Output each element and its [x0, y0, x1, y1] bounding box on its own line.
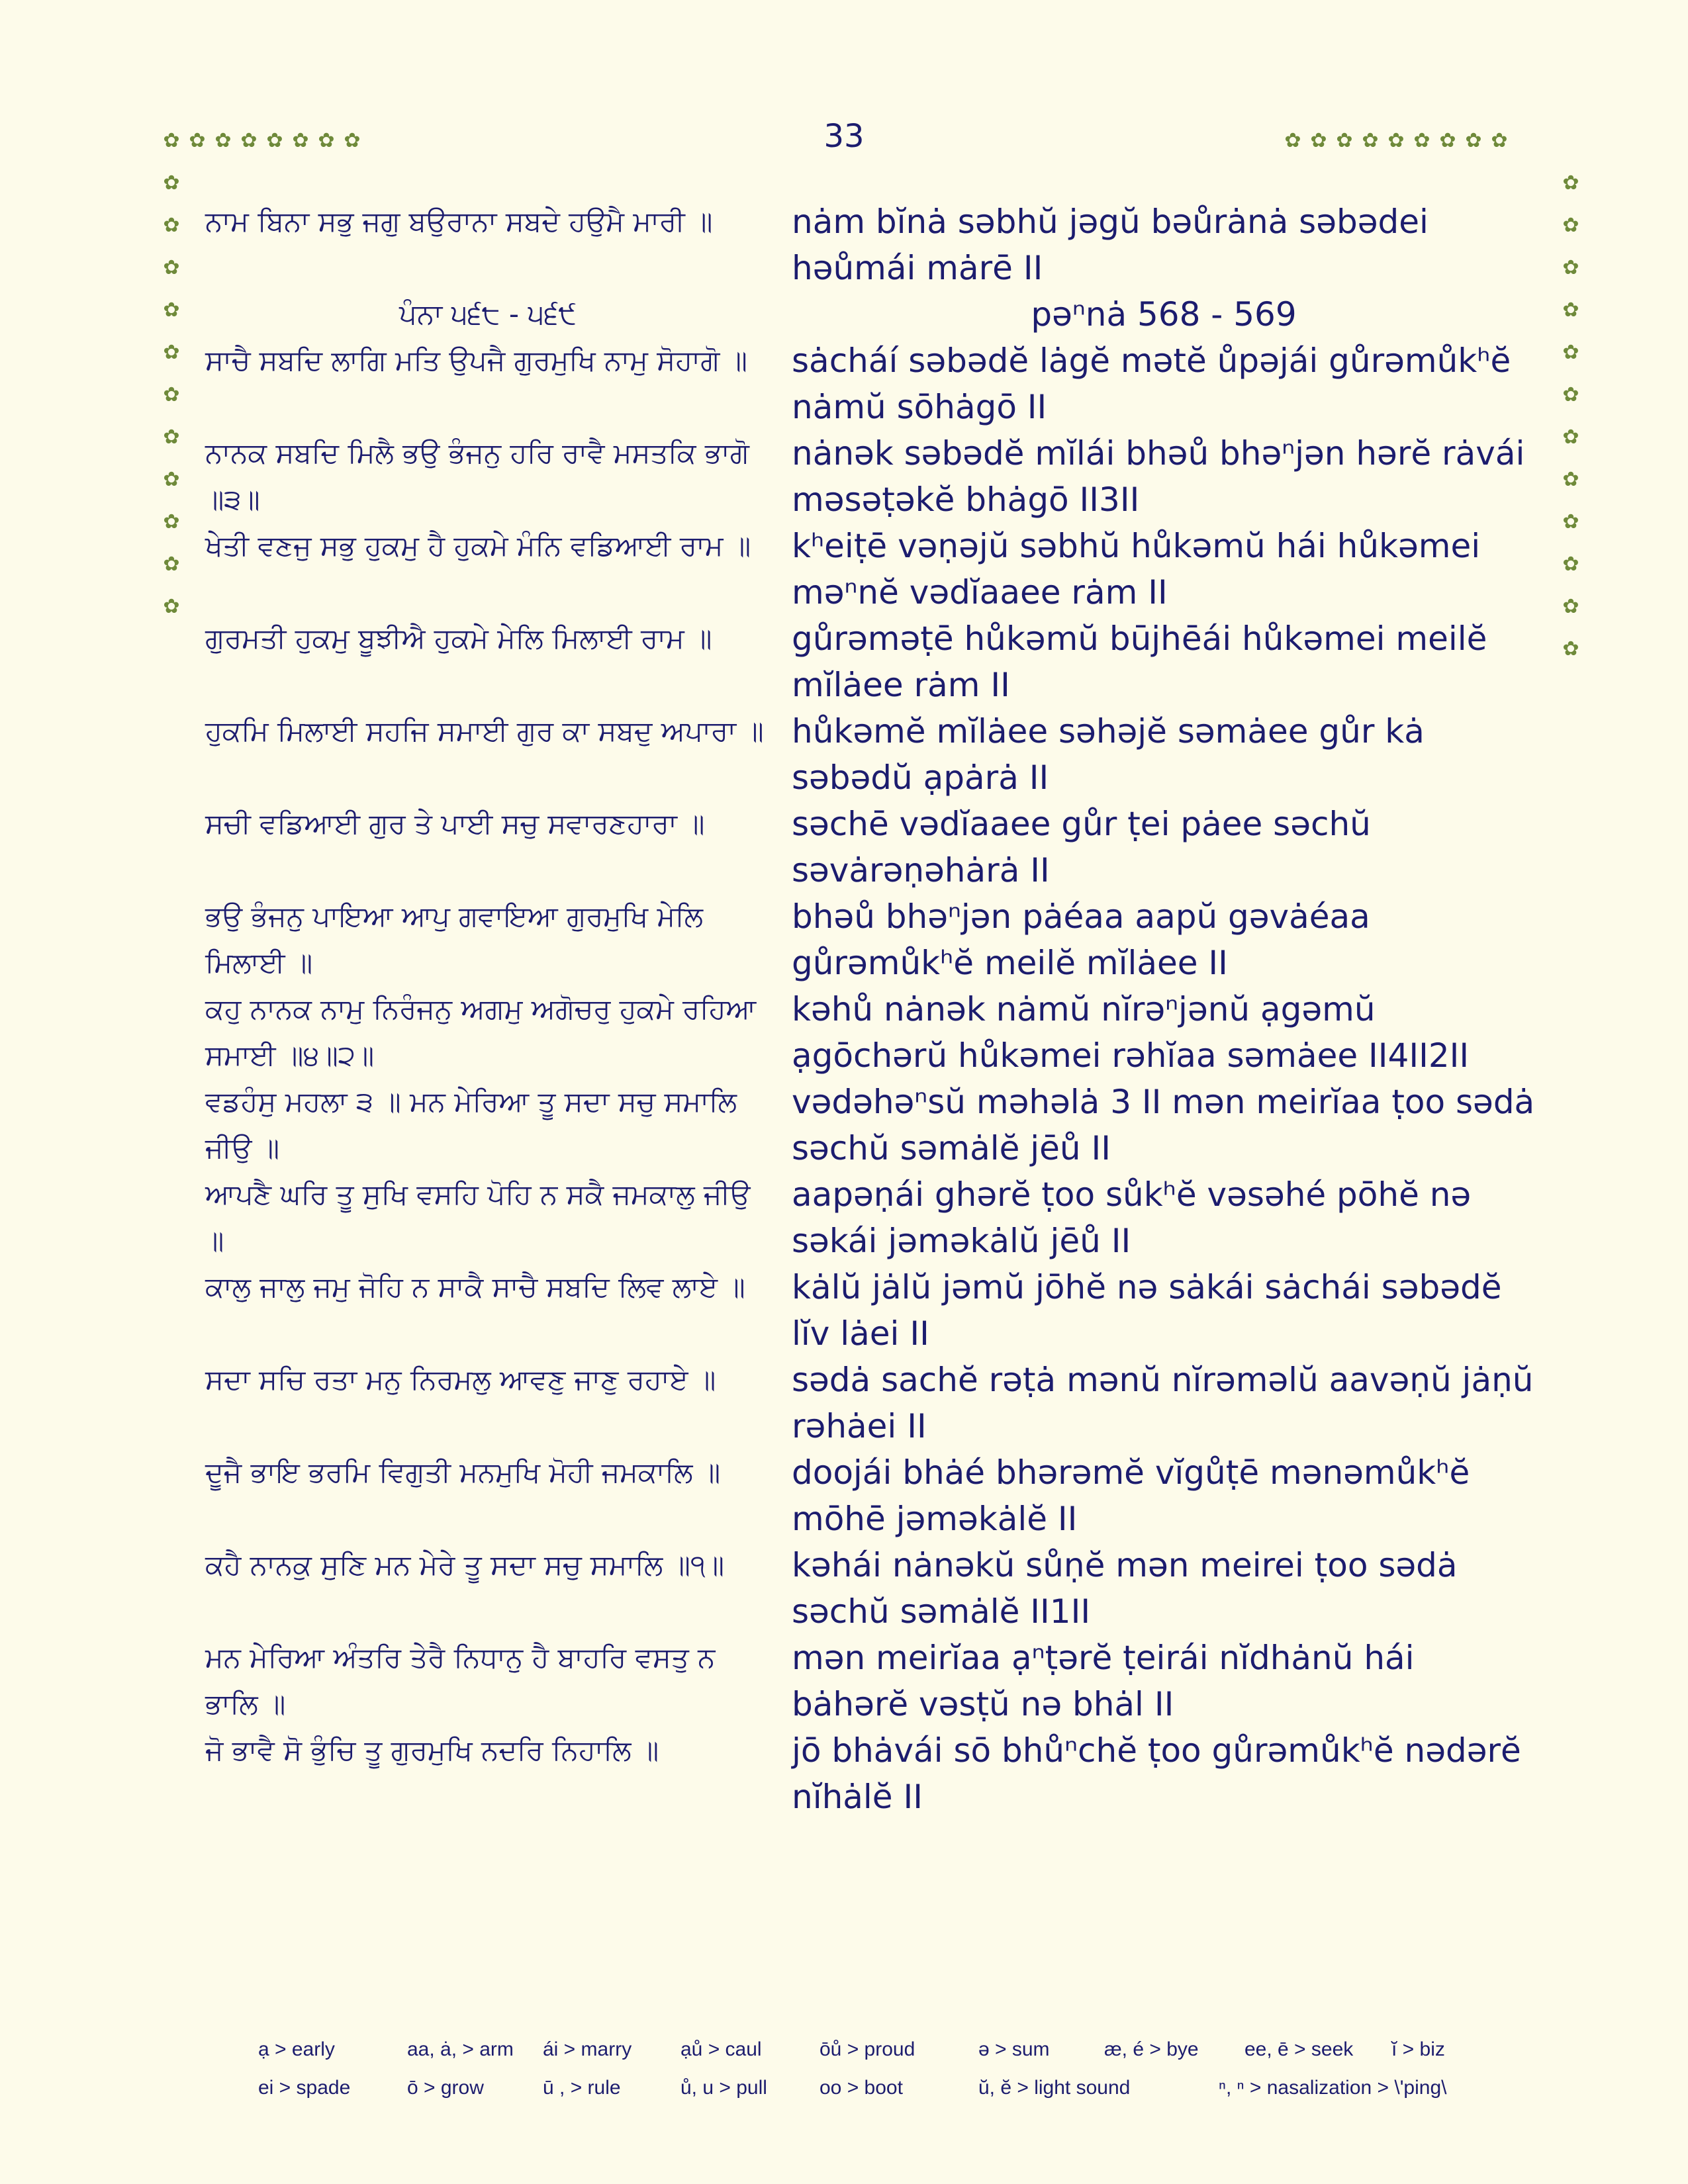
transliteration-text: kʰeiṭē vəṇəjŭ səbhŭ hůkəmŭ hái hůkəmei məⁿnĕ vədĭaaee rȧm II — [792, 527, 1481, 612]
page-range-heading — [205, 291, 1536, 338]
gurmukhi-text: ਕਹੁ ਨਾਨਕ ਨਾਮੁ ਨਿਰੰਜਨੁ ਅਗਮੁ ਅਗੋਚਰੁ ਹੁਕਮੇ ਰਹਿਆ ਸਮਾਈ ॥੪॥੨॥ — [205, 993, 757, 1071]
flower-ornament-icon: ✿ — [163, 129, 180, 152]
transliteration-text: aapəṇái ghərĕ ṭoo sůkʰĕ vəsəhé pōhĕ nə səkái jəməkȧlŭ jēů II — [792, 1175, 1472, 1260]
gurmukhi-text: ਸਦਾ ਸਚਿ ਰਤਾ ਮਨੁ ਨਿਰਮਲੁ ਆਵਣੁ ਜਾਣੁ ਰਹਾਏ ॥ — [205, 1363, 716, 1396]
legend-item: ạů > caul — [680, 2038, 762, 2060]
transliteration-text: sȧcháí səbədĕ lȧgĕ mətĕ ůpəjái gůrəmůkʰĕ nȧmŭ sōhȧgō II — [792, 341, 1511, 426]
flower-ornament-icon: ✿ — [1562, 171, 1579, 195]
gurmukhi-text: ਦੂਜੈ ਭਾਇ ਭਰਮਿ ਵਿਗੁਤੀ ਮਨਮੁਖਿ ਮੋਹੀ ਜਮਕਾਲਿ ॥ — [205, 1456, 721, 1488]
flower-ornament-icon: ✿ — [1562, 553, 1579, 576]
verse-row — [205, 1264, 1536, 1357]
legend-item: oo > boot — [820, 2077, 903, 2099]
verse-row — [205, 199, 1536, 291]
legend-item: ə > sum — [978, 2038, 1050, 2060]
verse-row — [205, 1635, 1536, 1727]
transliteration-text: pəⁿnȧ 568 - 569 — [1031, 295, 1297, 334]
flower-ornament-icon: ✿ — [318, 129, 335, 152]
verse-row — [205, 1449, 1536, 1542]
legend-item: ŭ, ĕ > light sound — [978, 2077, 1131, 2099]
gurmukhi-text: ਸਾਚੈ ਸਬਦਿ ਲਾਗਿ ਮਤਿ ਉਪਜੈ ਗੁਰਮੁਖਿ ਨਾਮੁ ਸੋਹਾਗੋ ॥ — [205, 344, 747, 377]
verse-row — [205, 986, 1536, 1079]
flower-ornament-icon: ✿ — [1562, 637, 1579, 660]
transliteration-text: doojái bhȧé bhərəmĕ vĭgůṭē mənəmůkʰĕ mōhē jəməkȧlĕ II — [792, 1453, 1470, 1538]
flower-ornament-icon: ✿ — [163, 298, 180, 322]
flower-ornament-icon: ✿ — [1562, 341, 1579, 364]
gurmukhi-text: ਪੰਨਾ ੫੬੮ - ੫੬੯ — [399, 298, 577, 330]
gurmukhi-text: ਸਚੀ ਵਡਿਆਈ ਗੁਰ ਤੇ ਪਾਈ ਸਚੁ ਸਵਾਰਣਹਾਰਾ ॥ — [205, 807, 705, 840]
transliteration-text: kȧlŭ jȧlŭ jəmŭ jōhĕ nə sȧkái sȧchái səbədĕ lĭv lȧei II — [792, 1268, 1502, 1353]
ornament-column-right — [1561, 173, 1581, 659]
flower-ornament-icon: ✿ — [292, 129, 309, 152]
legend-item: ĭ > biz — [1391, 2038, 1445, 2060]
flower-ornament-icon: ✿ — [1439, 129, 1456, 152]
verse-row — [205, 1357, 1536, 1449]
flower-ornament-icon: ✿ — [214, 129, 232, 152]
legend-item: ee, ē > seek — [1244, 2038, 1354, 2060]
flower-ornament-icon: ✿ — [163, 214, 180, 237]
flower-ornament-icon: ✿ — [1284, 129, 1301, 152]
flower-ornament-icon: ✿ — [1562, 510, 1579, 533]
flower-ornament-icon: ✿ — [1562, 214, 1579, 237]
gurmukhi-text: ਆਪਣੈ ਘਰਿ ਤੂ ਸੁਖਿ ਵਸਹਿ ਪੋਹਿ ਨ ਸਕੈ ਜਮਕਾਲੁ ਜੀਉ ॥ — [205, 1178, 751, 1257]
flower-ornament-icon: ✿ — [1413, 129, 1430, 152]
gurmukhi-text: ਜੋ ਭਾਵੈ ਸੋ ਭੁੰਚਿ ਤੂ ਗੁਰਮੁਖਿ ਨਦਰਿ ਨਿਹਾਲਿ ॥ — [205, 1734, 659, 1766]
legend-row — [258, 2069, 1483, 2107]
transliteration-text: nȧnək səbədĕ mĭlái bhəů bhəⁿjən hərĕ rȧvái məsəṭəkĕ bhȧgō II3II — [792, 434, 1525, 519]
verse-table — [205, 199, 1536, 1820]
transliteration-text: kəhái nȧnəkŭ sůṇĕ mən meirei ṭoo sədȧ səchŭ səmȧlĕ II1II — [792, 1546, 1458, 1631]
transliteration-text: mən meirĭaa ạⁿṭərĕ ṭeirái nĭdhȧnŭ hái bȧhərĕ vəsṭŭ nə bhȧl II — [792, 1639, 1415, 1723]
gurmukhi-text: ਭਉ ਭੰਜਨੁ ਪਾਇਆ ਆਪੁ ਗਵਾਇਆ ਗੁਰਮੁਖਿ ਮੇਲਿ ਮਿਲਾਈ ॥ — [205, 900, 704, 979]
legend-item: ů, u > pull — [680, 2077, 767, 2099]
verse-row — [205, 1171, 1536, 1264]
gurmukhi-text: ਹੁਕਮਿ ਮਿਲਾਈ ਸਹਜਿ ਸਮਾਈ ਗੁਰ ਕਾ ਸਬਦੁ ਅਪਾਰਾ ॥ — [205, 715, 764, 747]
flower-ornament-icon: ✿ — [1362, 129, 1379, 152]
flower-ornament-icon: ✿ — [163, 510, 180, 533]
verse-row — [205, 338, 1536, 430]
flower-ornament-icon: ✿ — [163, 426, 180, 449]
flower-ornament-icon: ✿ — [1562, 298, 1579, 322]
legend-item: aa, ȧ, > arm — [407, 2038, 514, 2060]
verse-row — [205, 1727, 1536, 1820]
gurmukhi-text: ਨਾਨਕ ਸਬਦਿ ਮਿਲੈ ਭਉ ਭੰਜਨੁ ਹਰਿ ਰਾਵੈ ਮਸਤਕਿ ਭਾਗੋ ॥੩॥ — [205, 437, 749, 516]
verse-row — [205, 801, 1536, 893]
flower-ornament-icon: ✿ — [266, 129, 283, 152]
verse-row — [205, 893, 1536, 986]
verse-row — [205, 523, 1536, 615]
flower-ornament-icon: ✿ — [240, 129, 258, 152]
transliteration-text: bhəů bhəⁿjən pȧéaa aapŭ gəvȧéaa gůrəmůkʰĕ meilĕ mĭlȧee II — [792, 897, 1370, 982]
flower-ornament-icon: ✿ — [163, 595, 180, 618]
flower-ornament-icon: ✿ — [1310, 129, 1327, 152]
ornament-column-left — [162, 173, 181, 617]
legend-item: ei > spade — [258, 2077, 351, 2099]
flower-ornament-icon: ✿ — [163, 341, 180, 364]
flower-ornament-icon: ✿ — [163, 553, 180, 576]
ornament-row-right — [1283, 131, 1509, 151]
flower-ornament-icon: ✿ — [163, 468, 180, 491]
flower-ornament-icon: ✿ — [1562, 468, 1579, 491]
legend-item: ạ > early — [258, 2038, 335, 2060]
gurmukhi-text: ਖੇਤੀ ਵਣਜੁ ਸਭੁ ਹੁਕਮੁ ਹੈ ਹੁਕਮੇ ਮੰਨਿ ਵਡਿਆਈ ਰਾਮ ॥ — [205, 529, 751, 562]
legend-item: æ, é > bye — [1104, 2038, 1199, 2060]
flower-ornament-icon: ✿ — [1562, 256, 1579, 279]
gurmukhi-text: ਵਡਹੰਸੁ ਮਹਲਾ ੩ ॥ ਮਨ ਮੇਰਿਆ ਤੂ ਸਦਾ ਸਚੁ ਸਮਾਲਿ ਜੀਉ ॥ — [205, 1085, 737, 1164]
transliteration-text: sədȧ sachĕ rəṭȧ mənŭ nĭrəməlŭ aavəṇŭ jȧṇŭ rəhȧei II — [792, 1361, 1534, 1445]
flower-ornament-icon: ✿ — [189, 129, 206, 152]
gurmukhi-text: ਮਨ ਮੇਰਿਆ ਅੰਤਰਿ ਤੇਰੈ ਨਿਧਾਨੁ ਹੈ ਬਾਹਰਿ ਵਸਤੁ ਨ ਭਾਲਿ ॥ — [205, 1641, 716, 1720]
page-number: 33 — [823, 118, 865, 155]
legend-item: ōů > proud — [820, 2038, 915, 2060]
gurmukhi-text: ਗੁਰਮਤੀ ਹੁਕਮੁ ਬੂਝੀਐ ਹੁਕਮੇ ਮੇਲਿ ਮਿਲਾਈ ਰਾਮ ॥ — [205, 622, 712, 655]
transliteration-text: vədəhəⁿsŭ məhəlȧ 3 II mən meirĭaa ṭoo sədȧ səchŭ səmȧlĕ jēů II — [792, 1083, 1535, 1167]
transliteration-text: gůrəməṭē hůkəmŭ būjhēái hůkəmei meilĕ mĭlȧee rȧm II — [792, 619, 1487, 704]
flower-ornament-icon: ✿ — [163, 171, 180, 195]
verse-row — [205, 1542, 1536, 1635]
verse-row — [205, 615, 1536, 708]
flower-ornament-icon: ✿ — [163, 256, 180, 279]
transliteration-text: hůkəmĕ mĭlȧee səhəjĕ səmȧee gůr kȧ səbədŭ ạpȧrȧ II — [792, 712, 1425, 797]
legend-item: ō > grow — [407, 2077, 484, 2099]
flower-ornament-icon: ✿ — [1491, 129, 1508, 152]
transliteration-text: nȧm bĭnȧ səbhŭ jəgŭ bəůrȧnȧ səbədei həůmái mȧrē II — [792, 203, 1429, 287]
flower-ornament-icon: ✿ — [1562, 383, 1579, 406]
gurmukhi-text: ਨਾਮ ਬਿਨਾ ਸਭੁ ਜਗੁ ਬਉਰਾਨਾ ਸਬਦੇ ਹਉਮੈ ਮਾਰੀ ॥ — [205, 205, 713, 238]
legend-row — [258, 2030, 1483, 2069]
verse-row — [205, 1079, 1536, 1171]
verse-row — [205, 430, 1536, 523]
legend-item: ⁿ, ⁿ > nasalization > \'ping\ — [1219, 2077, 1447, 2099]
transliteration-text: səchē vədĭaaee gůr ṭei pȧee səchŭ səvȧrəṇəhȧrȧ II — [792, 805, 1371, 889]
flower-ornament-icon: ✿ — [163, 383, 180, 406]
flower-ornament-icon: ✿ — [1336, 129, 1353, 152]
pronunciation-legend — [258, 2030, 1483, 2107]
flower-ornament-icon: ✿ — [1387, 129, 1405, 152]
flower-ornament-icon: ✿ — [1562, 426, 1579, 449]
legend-item: ái > marry — [543, 2038, 632, 2060]
flower-ornament-icon: ✿ — [344, 129, 361, 152]
transliteration-text: kəhů nȧnək nȧmŭ nĭrəⁿjənŭ ạgəmŭ ạgōchərŭ hůkəmei rəhĭaa səmȧee II4II2II — [792, 990, 1470, 1075]
legend-item: ū , > rule — [543, 2077, 621, 2099]
flower-ornament-icon: ✿ — [1562, 595, 1579, 618]
gurmukhi-text: ਕਾਲੁ ਜਾਲੁ ਜਮੁ ਜੋਹਿ ਨ ਸਾਕੈ ਸਾਚੈ ਸਬਦਿ ਲਿਵ ਲਾਏ ॥ — [205, 1271, 745, 1303]
transliteration-text: jō bhȧvái sō bhůⁿchĕ ṭoo gůrəmůkʰĕ nədərĕ nĭhȧlĕ II — [792, 1731, 1521, 1816]
verse-row — [205, 708, 1536, 801]
ornament-row-left — [162, 131, 362, 151]
gurmukhi-text: ਕਹੈ ਨਾਨਕੁ ਸੁਣਿ ਮਨ ਮੇਰੇ ਤੂ ਸਦਾ ਸਚੁ ਸਮਾਲਿ ॥੧॥ — [205, 1549, 725, 1581]
flower-ornament-icon: ✿ — [1465, 129, 1482, 152]
